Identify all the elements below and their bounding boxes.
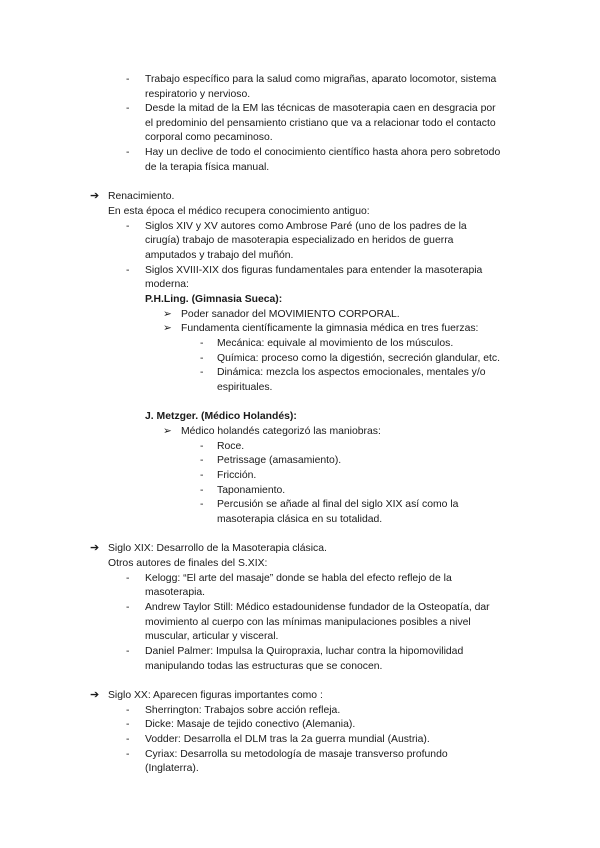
list-item-line: de la terapia física manual. xyxy=(145,162,270,173)
list-item-line: muscular, articular y visceral. xyxy=(145,631,279,642)
list-item-line: (Inglaterra). xyxy=(145,763,199,774)
list-item-line: Química: proceso como la digestión, secreción glandular, etc. xyxy=(217,353,501,364)
list-item-line: Vodder: Desarrolla el DLM tras la 2a guerra mundial (Austria). xyxy=(145,734,430,745)
dash-bullet: - xyxy=(200,499,204,510)
dash-bullet: - xyxy=(200,441,204,452)
list-item-line: Desde la mitad de la EM las técnicas de masoterapia caen en desgracia por xyxy=(145,103,496,114)
dash-bullet: - xyxy=(126,221,130,232)
list-item-line: Daniel Palmer: Impulsa la Quiropraxia, luchar contra la hipomovilidad xyxy=(145,646,464,657)
list-item-line: el predominio del pensamiento cristiano que va a relacionar todo el contacto xyxy=(145,118,496,129)
list-item-line: cirugía) trabajo de masoterapia especializado en heridos de guerra xyxy=(145,235,454,246)
list-item-line: Mecánica: equivale al movimiento de los músculos. xyxy=(217,338,454,349)
list-item-line: Siglos XIV y XV autores como Ambrose Paré (uno de los padres de la xyxy=(145,221,467,232)
dash-bullet: - xyxy=(200,367,204,378)
list-item-line: respiratorio y nervioso. xyxy=(145,89,251,100)
dash-bullet: - xyxy=(200,353,204,364)
list-item-line: masoterapia clásica en su totalidad. xyxy=(217,514,383,525)
list-item-line: Cyriax: Desarrolla su metodología de masaje transverso profundo xyxy=(145,749,448,760)
list-item-line: Hay un declive de todo el conocimiento científico hasta ahora pero sobretodo xyxy=(145,147,501,158)
list-item-line: Médico holandés categorizó las maniobras: xyxy=(181,426,381,437)
list-item-line: Trabajo específico para la salud como migrañas, aparato locomotor, sistema xyxy=(145,74,497,85)
list-item-line: manipulando todas las estructuras que se conocen. xyxy=(145,661,383,672)
list-item-line: corporal como pecaminoso. xyxy=(145,132,273,143)
chevron-bullet-icon: ➢ xyxy=(163,426,172,437)
list-item-line: Kelogg: “El arte del masaje” donde se habla del efecto reflejo de la xyxy=(145,573,452,584)
section-intro: Otros autores de finales del S.XIX: xyxy=(108,558,268,569)
dash-bullet: - xyxy=(126,705,130,716)
list-item-line: Siglos XVIII-XIX dos figuras fundamentales para entender la masoterapia xyxy=(145,265,483,276)
list-item-line: Fundamenta científicamente la gimnasia médica en tres fuerzas: xyxy=(181,323,479,334)
list-item-line: Poder sanador del MOVIMIENTO CORPORAL. xyxy=(181,309,400,320)
chevron-bullet-icon: ➢ xyxy=(163,309,172,320)
list-item-line: Dicke: Masaje de tejido conectivo (Alemania). xyxy=(145,719,356,730)
arrow-bullet-icon: ➔ xyxy=(90,689,100,701)
dash-bullet: - xyxy=(126,573,130,584)
chevron-bullet-icon: ➢ xyxy=(163,323,172,334)
list-item-line: Petrissage (amasamiento). xyxy=(217,455,342,466)
list-item-line: Sherrington: Trabajos sobre acción refleja. xyxy=(145,705,341,716)
dash-bullet: - xyxy=(126,103,130,114)
dash-bullet: - xyxy=(126,265,130,276)
section-intro: En esta época el médico recupera conocimiento antiguo: xyxy=(108,206,370,217)
list-item-line: Fricción. xyxy=(217,470,257,481)
list-item-line: Percusión se añade al final del siglo XIX así como la xyxy=(217,499,459,510)
list-item-line: amputados y trabajo del muñón. xyxy=(145,250,294,261)
section-heading: Siglo XX: Aparecen figuras importantes como : xyxy=(108,690,323,701)
dash-bullet: - xyxy=(200,455,204,466)
list-item-line: Dinámica: mezcla los aspectos emocionales, mentales y/o xyxy=(217,367,486,378)
dash-bullet: - xyxy=(126,74,130,85)
list-item-line: Roce. xyxy=(217,441,245,452)
list-item-line: espirituales. xyxy=(217,382,273,393)
dash-bullet: - xyxy=(200,485,204,496)
list-item-line: Andrew Taylor Still: Médico estadounidense fundador de la Osteopatía, dar xyxy=(145,602,490,613)
list-item-line: moderna: xyxy=(145,279,189,290)
section-heading: Renacimiento. xyxy=(108,191,175,202)
arrow-bullet-icon: ➔ xyxy=(90,190,100,202)
dash-bullet: - xyxy=(126,147,130,158)
dash-bullet: - xyxy=(200,338,204,349)
section-heading: Siglo XIX: Desarrollo de la Masoterapia clásica. xyxy=(108,543,327,554)
subsection-title: J. Metzger. (Médico Holandés): xyxy=(145,411,297,422)
dash-bullet: - xyxy=(126,749,130,760)
dash-bullet: - xyxy=(200,470,204,481)
list-item-line: masoterapia. xyxy=(145,587,206,598)
dash-bullet: - xyxy=(126,734,130,745)
dash-bullet: - xyxy=(126,602,130,613)
dash-bullet: - xyxy=(126,646,130,657)
arrow-bullet-icon: ➔ xyxy=(90,542,100,554)
dash-bullet: - xyxy=(126,719,130,730)
subsection-title: P.H.Ling. (Gimnasia Sueca): xyxy=(145,294,283,305)
list-item-line: movimiento al cuerpo con las mínimas manipulaciones posibles a nivel xyxy=(145,617,471,628)
list-item-line: Taponamiento. xyxy=(217,485,286,496)
